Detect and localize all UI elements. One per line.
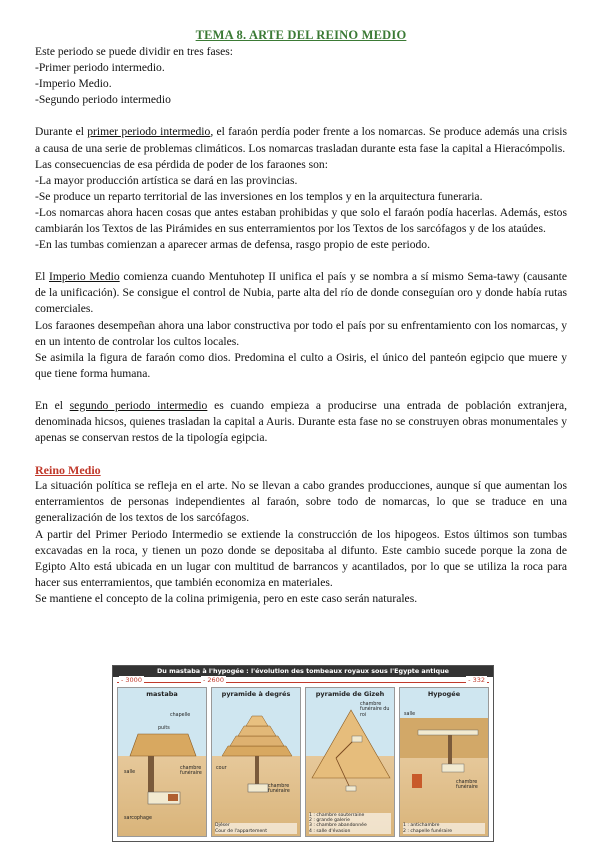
hypogee-drawing <box>400 688 489 836</box>
paragraph-hipogeos: A partir del Primer Periodo Intermedio se extiende la construcción de los hipogeos. Estos últimos son tumbas excavadas en la roca, y tienen un pozo donde se depositaba al difunto. Este cambio sucede porque la zona de Egipto Alto está ubicada en un lugar con multitud de barrancos y acantilados, por lo que se utiliza la roca para hacer sus enterramientos, que también economiza en materiales. <box>35 527 567 589</box>
paragraph-situacion: La situación política se refleja en el arte. No se llevan a cabo grandes producciones, aunque sí que aumentan los enterramientos de personas independientes al faraón, sobre todo de nomarcas, lo que se traduce en una generalización de los textos de los sarcófagos. <box>35 479 567 525</box>
phase-item: -Primer periodo intermedio. <box>35 61 165 75</box>
term-imperio-medio: Imperio Medio <box>49 270 120 284</box>
consequence-item: -La mayor producción artística se dará en las provincias. <box>35 173 298 187</box>
timeline-date: - 3000 <box>121 676 142 684</box>
term-primer-periodo: primer periodo intermedio <box>87 125 211 139</box>
term-segundo-periodo: segundo periodo intermedio <box>69 398 208 412</box>
paragraph-colina: Se mantiene el concepto de la colina primigenia, pero en este caso serán naturales. <box>35 591 418 605</box>
section-heading: Reino Medio <box>35 463 101 478</box>
panel-legend: 1 : chambre souterraine 2 : grande galerie 3 : chambre abandonnée 4 : salle d'évasion <box>309 813 391 834</box>
tomb-evolution-figure <box>112 665 494 842</box>
mastaba-drawing <box>118 688 207 836</box>
paragraph-segundo-periodo: En el segundo periodo intermedio es cuando empieza a producirse una entrada de población extranjera, denominada hicsos, quienes trasladan la capital a Auris. Durante esta fase no se construyen obras monumentales y apenas se conservan restos de la tipología egipcia. <box>35 398 567 445</box>
figure-timeline <box>113 677 493 687</box>
panel-legend: 1 : antichambre 2 : chapelle funéraire <box>403 823 485 834</box>
phase-item: -Imperio Medio. <box>35 77 112 91</box>
page-title: TEMA 8. ARTE DEL REINO MEDIO <box>195 28 407 42</box>
timeline-date: - 2600 <box>203 676 224 684</box>
panel-step-pyramid: pyramide à degrés cour chambre funéraire Djéser Cour de l'appartement <box>211 687 301 837</box>
panel-title: pyramide à degrés <box>221 690 291 698</box>
panel-giza-pyramid: pyramide de Gizeh chambre funéraire du roi 1 : chambre souterraine 2 : grande galerie 3 : chambre abandonnée 4 : salle d'évasion <box>305 687 395 837</box>
consequence-item: -Los nomarcas ahora hacen cosas que antes estaban prohibidas y que solo el faraón podía hacerlas. Además, estos cambiarán los Textos de las Pirámides en sus enterramientos por los Textos de los sarcófagos y de los ataúdes. <box>35 205 567 236</box>
timeline-date: - 332 <box>468 676 485 684</box>
panel-legend: Djéser Cour de l'appartement <box>215 823 297 834</box>
panel-mastaba: mastaba chapelle puits chambre funéraire sarcophage salle <box>117 687 207 837</box>
consequence-item: -En las tumbas comienzan a aparecer armas de defensa, rasgo propio de este periodo. <box>35 238 430 252</box>
paragraph-imperio-medio: El Imperio Medio comienza cuando Mentuhotep II unifica el país y se nombra a sí mismo Sema-tawy (causante de la unificación). Se consigue el control de Nubia, parte alta del río de donde conseguían oro y donde había rutas comerciales. <box>35 270 568 316</box>
panel-title: mastaba <box>146 690 178 698</box>
document-page <box>35 0 567 607</box>
intro-line: Este periodo se puede dividir en tres fases: <box>35 45 233 59</box>
step-pyramid-drawing <box>212 688 301 836</box>
paragraph-osiris: Se asimila la figura de faraón como dios. Predomina el culto a Osiris, el único del panteón egipcio que muere y que tiene forma humana. <box>35 350 567 380</box>
paragraph-faraones: Los faraones desempeñan ahora una labor constructiva por todo el país por su enfrentamiento con los nomarcas, y en un intento de controlar los cultos locales. <box>35 318 567 348</box>
paragraph-primer-periodo: Durante el primer periodo intermedio, el faraón perdía poder frente a los nomarcas. Se produce además una crisis a causa de una serie de problemas climáticos. Los nomarcas trasladan durante esta fase la capital a Hieracómpolis. <box>35 125 568 155</box>
phase-item: -Segundo periodo intermedio <box>35 93 171 107</box>
figure-heading: Du mastaba à l'hypogée : l'évolution des tombeaux royaux sous l'Egypte antique <box>113 666 493 677</box>
panel-hypogee: Hypogée salle chambre funéraire 1 : antichambre 2 : chapelle funéraire <box>399 687 489 837</box>
consequences-intro: Las consecuencias de esa pérdida de poder de los faraones son: <box>35 157 328 171</box>
panel-title: Hypogée <box>427 690 461 698</box>
panel-title: pyramide de Gizeh <box>315 690 385 698</box>
consequence-item: -Se produce un reparto territorial de las inversiones en los templos y en la arquitectura funeraria. <box>35 189 483 203</box>
